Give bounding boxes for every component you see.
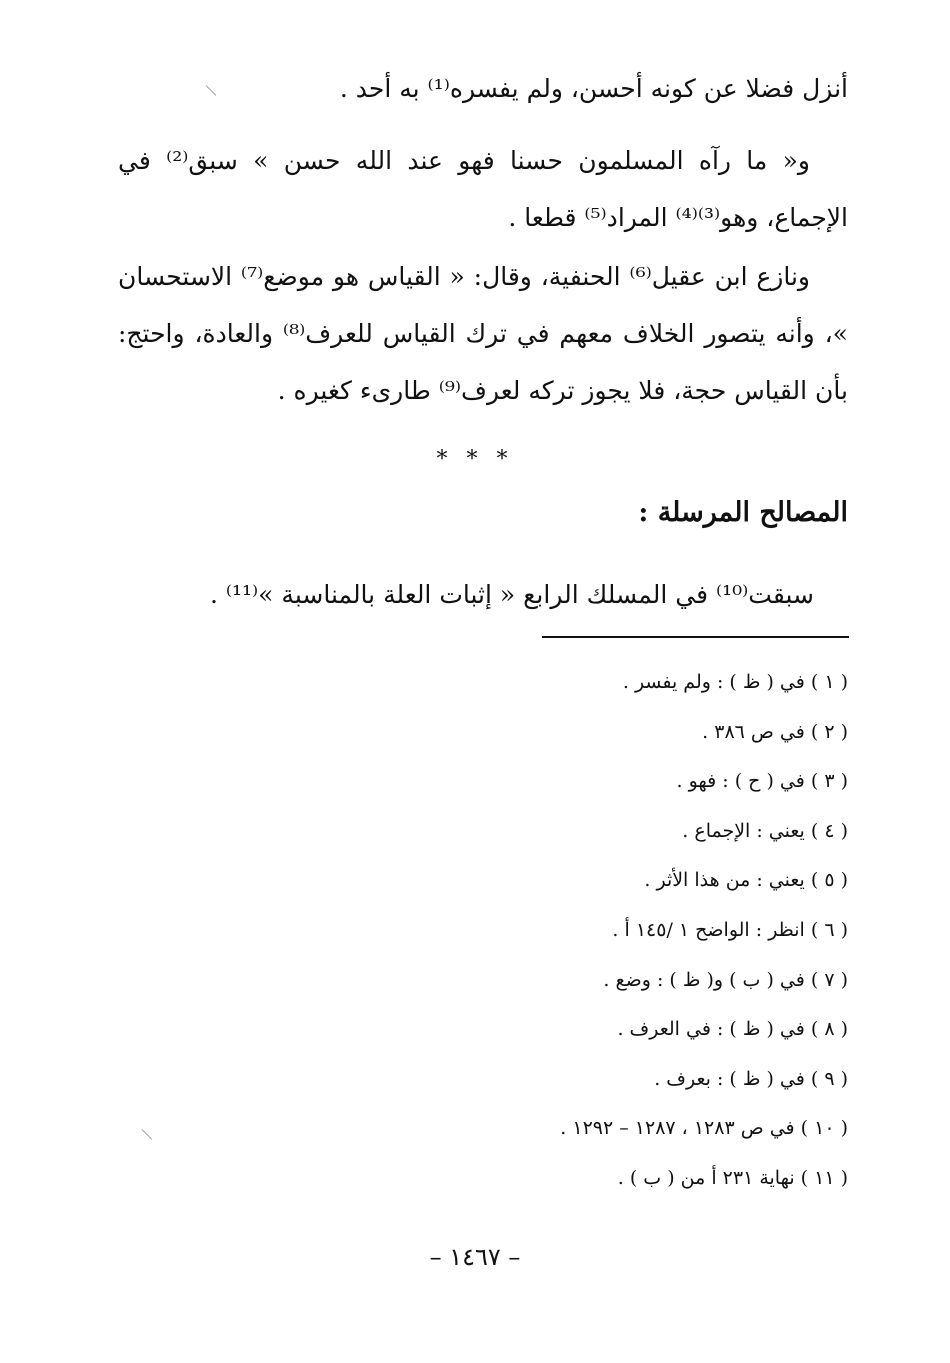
paragraph-1-block <box>118 60 848 117</box>
paragraph-3-block <box>118 248 848 419</box>
paragraph-3: ونازع ابن عقيل⁽⁶⁾ الحنفية، وقال: « القياس هو موضع⁽⁷⁾ الاستحسان »، وأنه يتصور الخلاف معهم في ترك القياس للعرف⁽⁸⁾ والعادة، واحتج: بأن القياس حجة، فلا يجوز تركه لعرف⁽⁹⁾ طارىء كغيره . <box>118 262 848 405</box>
footnote-2: ( ٢ ) في ص ٣٨٦ . <box>702 720 848 743</box>
scan-speck <box>142 1129 153 1140</box>
paragraph-1: أنزل فضلا عن كونه أحسن، ولم يفسره⁽¹⁾ به أحد . <box>339 74 848 103</box>
footnote-10: ( ١٠ ) في ص ١٢٨٣ ، ١٢٨٧ – ١٢٩٢ . <box>560 1117 848 1140</box>
section-text: سبقت⁽¹⁰⁾ في المسلك الرابع « إثبات العلة بالمناسبة »⁽¹¹⁾ . <box>209 580 814 609</box>
paragraph-2-block <box>118 132 848 246</box>
section-heading: المصالح المرسلة : <box>638 497 848 528</box>
page-number: – ١٤٦٧ – <box>429 1243 521 1271</box>
paragraph-2: و« ما رآه المسلمون حسنا فهو عند الله حسن » سبق⁽²⁾ في الإجماع، وهو⁽³⁾⁽⁴⁾ المراد⁽⁵⁾ قطعا . <box>118 146 848 232</box>
footnote-1: ( ١ ) في ( ظ ) : ولم يفسر . <box>622 671 848 693</box>
footnote-6: ( ٦ ) انظر : الواضح ١ /١٤٥ أ . <box>612 918 848 941</box>
footnote-3: ( ٣ ) في ( ح ) : فهو . <box>676 770 848 793</box>
footnote-8: ( ٨ ) في ( ظ ) : في العرف . <box>617 1018 848 1041</box>
footnote-11: ( ١١ ) نهاية ٢٣١ أ من ( ب ) . <box>617 1166 848 1189</box>
footnote-7: ( ٧ ) في ( ب ) و( ظ ) : وضع . <box>603 968 848 991</box>
footnote-5: ( ٥ ) يعني : من هذا الأثر . <box>644 869 848 892</box>
footnote-9: ( ٩ ) في ( ظ ) : بعرف . <box>654 1067 848 1090</box>
footnote-4: ( ٤ ) يعني : الإجماع . <box>682 819 848 842</box>
footnotes-list <box>248 662 848 1208</box>
section-separator: * * * <box>436 447 514 472</box>
footnote-rule <box>542 636 849 638</box>
